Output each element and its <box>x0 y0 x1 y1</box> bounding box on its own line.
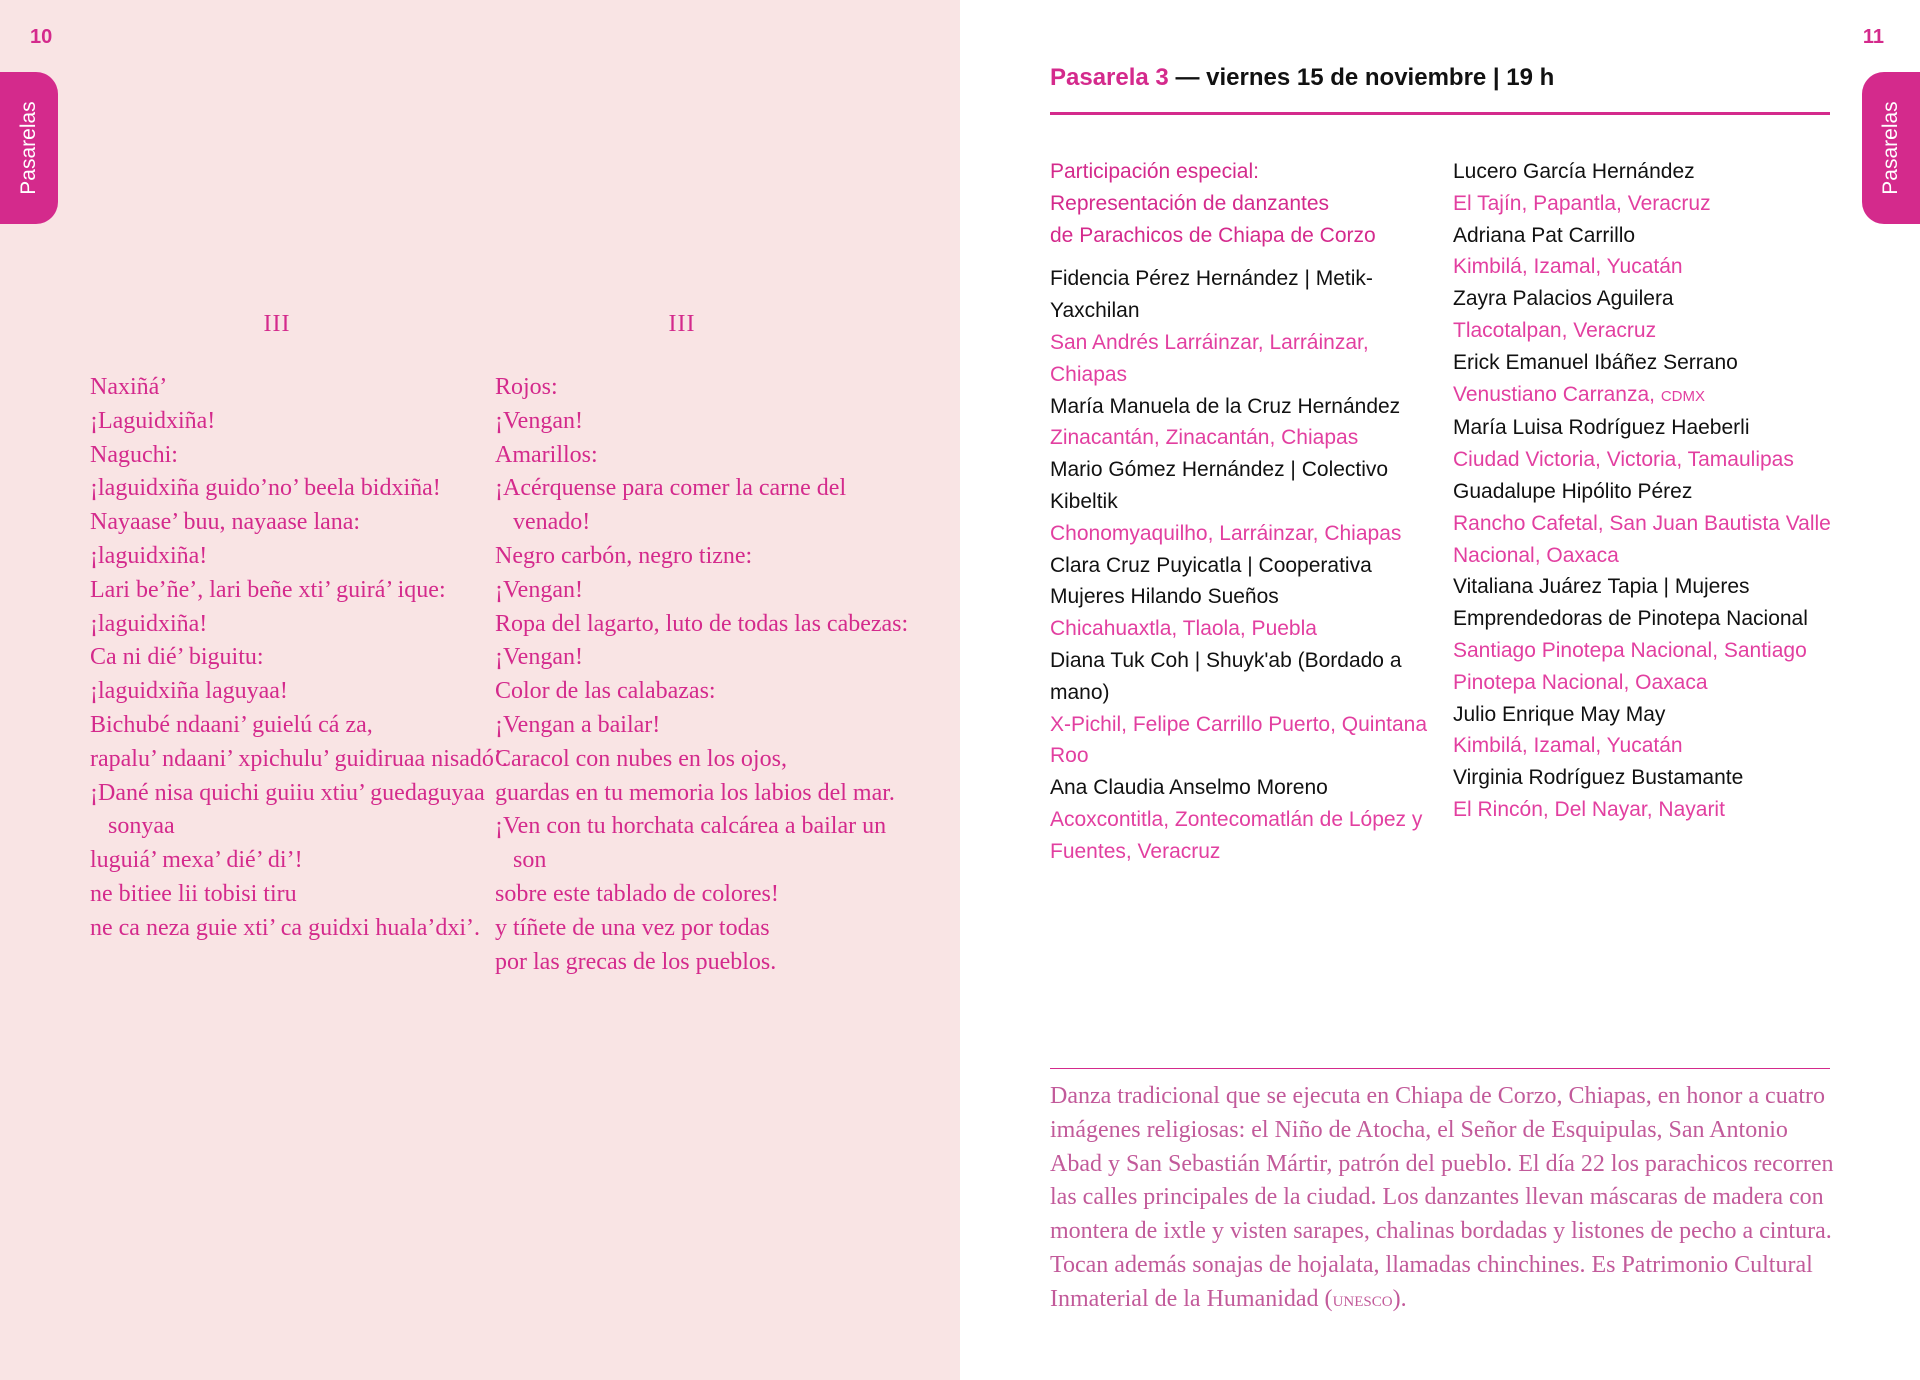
participant-place <box>1453 794 1838 826</box>
place-text: San Andrés Larráinzar, Larráinzar, Chiapas <box>1050 330 1369 386</box>
participant-name: María Manuela de la Cruz Hernández <box>1050 394 1401 418</box>
place-text: El Rincón, Del Nayar, Nayarit <box>1453 797 1725 821</box>
description-text: Danza tradicional que se ejecuta en Chiapa de Corzo, Chiapas, en honor a cuatro imágenes religiosas: el Niño de Atocha, el Señor de Esquipulas, San Antonio Abad y San Sebastián Mártir, patrón del pueblo. El día 22 los parachicos recorren las calles principales de la ciudad. Los danzantes llevan máscaras de madera con montera de ixtle y visten sarapes, chalinas bordadas y listones de pecho a cintura. Tocan además sonajas de hojalata, llamadas chinchines. Es Patrimonio Cultural Inmaterial de la Humanidad ( <box>1050 1083 1834 1312</box>
poem-line: luguiá’ mexa’ dié’ di’! <box>90 847 303 874</box>
poem-line: ¡Vengan! <box>495 576 583 603</box>
participant-list <box>1453 156 1838 826</box>
event-name: Pasarela 3 <box>1050 64 1169 91</box>
poem-zapotec <box>90 312 510 946</box>
poem-line: ¡laguidxiña! <box>90 542 208 569</box>
participant-place <box>1453 444 1838 476</box>
place-text: Santiago Pinotepa Nacional, Santiago Pinotepa Nacional, Oaxaca <box>1453 638 1807 694</box>
poem-line: guardas en tu memoria los labios del mar. <box>495 779 895 806</box>
participant-place <box>1453 635 1838 699</box>
participant-place <box>1050 613 1442 645</box>
poem-line: Rojos: <box>495 374 558 400</box>
poem-line: Negro carbón, negro tizne: <box>495 542 753 569</box>
section-tab-left <box>0 72 58 224</box>
participant-name: Guadalupe Hipólito Pérez <box>1453 479 1693 503</box>
poem-title: III <box>668 311 696 337</box>
participant-place <box>1453 251 1838 283</box>
participant-name: Fidencia Pérez Hernández | Metik-Yaxchilan <box>1050 267 1373 323</box>
poem-line: Naxiñá’ <box>90 374 168 400</box>
participant-place <box>1050 518 1442 550</box>
poem-line: Bichubé ndaani’ guielú cá za, <box>90 711 373 738</box>
poem-spanish <box>495 312 915 979</box>
dance-description <box>1050 1080 1840 1320</box>
participant-place <box>1050 804 1442 868</box>
place-text: Kimbilá, Izamal, Yucatán <box>1453 734 1683 758</box>
place-text: Rancho Cafetal, San Juan Bautista Valle Nacional, Oaxaca <box>1453 511 1831 567</box>
special-participation <box>1050 156 1442 251</box>
special-line: Representación de danzantes <box>1050 191 1330 215</box>
participant-name: Mario Gómez Hernández | Colectivo Kibeltik <box>1050 458 1389 513</box>
participant-name: Ana Claudia Anselmo Moreno <box>1050 776 1328 800</box>
poem-line: Amarillos: <box>495 441 598 468</box>
place-suffix: CDMX <box>1660 387 1705 405</box>
poem-line: ¡Dané nisa quichi guiiu xtiu’ guedaguyaa sonyaa <box>90 779 485 840</box>
participant-name: Vitaliana Juárez Tapia | Mujeres Emprendedoras de Pinotepa Nacional <box>1453 575 1808 631</box>
place-text: Ciudad Victoria, Victoria, Tamaulipas <box>1453 448 1794 472</box>
place-text: Chicahuaxtla, Tlaola, Puebla <box>1050 617 1317 641</box>
poem-line: por las grecas de los pueblos. <box>495 948 777 975</box>
place-text: El Tajín, Papantla, Veracruz <box>1453 191 1711 215</box>
participant-name: Julio Enrique May May <box>1453 702 1666 726</box>
description-acronym: UNESCO <box>1332 1293 1393 1310</box>
participant-place <box>1453 315 1838 347</box>
participant-place <box>1050 422 1442 454</box>
participant-name: Zayra Palacios Aguilera <box>1453 287 1674 311</box>
section-tab-label: Pasarelas <box>1879 101 1902 195</box>
poem-line: ¡Acérquense para comer la carne del venado! <box>495 475 847 536</box>
participant-place <box>1453 188 1838 220</box>
poem-line: Ropa del lagarto, luto de todas las cabezas: <box>495 610 909 637</box>
poem-line: ne bitiee lii tobisi tiru <box>90 880 297 907</box>
poem-lines <box>495 371 915 979</box>
poem-line: y tíñete de una vez por todas <box>495 914 770 941</box>
poem-title: III <box>263 311 291 337</box>
poem-line: ¡laguidxiña! <box>90 610 208 637</box>
section-tab-right <box>1862 72 1920 224</box>
poem-line: Nayaase’ buu, nayaase lana: <box>90 509 361 536</box>
poem-line: ¡laguidxiña laguyaa! <box>90 678 288 705</box>
place-text: Zinacantán, Zinacantán, Chiapas <box>1050 426 1359 450</box>
page-number-left: 10 <box>30 26 53 48</box>
place-text: X-Pichil, Felipe Carrillo Puerto, Quintana Roo <box>1050 712 1427 768</box>
place-text: Kimbilá, Izamal, Yucatán <box>1453 255 1683 279</box>
description-divider <box>1050 1068 1830 1069</box>
poem-line: ne ca neza guie xti’ ca guidxi huala’dxi’. <box>90 914 481 941</box>
event-date: — viernes 15 de noviembre | 19 h <box>1168 64 1555 91</box>
place-text: Acoxcontitla, Zontecomatlán de López y Fuentes, Veracruz <box>1050 807 1423 863</box>
place-text: Venustiano Carranza, <box>1453 382 1655 406</box>
poem-line: rapalu’ ndaani’ xpichulu’ guidiruaa nisadó’. <box>90 745 508 772</box>
poem-lines <box>90 371 510 946</box>
participant-place <box>1453 508 1838 572</box>
participants-column-1 <box>1050 156 1442 868</box>
special-line: de Parachicos de Chiapa de Corzo <box>1050 223 1376 247</box>
participant-place <box>1050 327 1442 391</box>
poem-line: Naguchi: <box>90 441 178 468</box>
event-header <box>1050 64 1830 115</box>
poem-line: Ca ni dié’ biguitu: <box>90 644 264 671</box>
poem-line: ¡Ven con tu horchata calcárea a bailar un son <box>495 813 887 874</box>
participant-name: Adriana Pat Carrillo <box>1453 223 1636 247</box>
participant-name: Virginia Rodríguez Bustamante <box>1453 766 1744 790</box>
description-closing: ). <box>1392 1285 1407 1312</box>
place-text: Tlacotalpan, Veracruz <box>1453 318 1657 342</box>
participant-name: Erick Emanuel Ibáñez Serrano <box>1453 350 1738 374</box>
section-tab-label: Pasarelas <box>17 101 40 195</box>
poem-line: Caracol con nubes en los ojos, <box>495 745 787 772</box>
special-line: Participación especial: <box>1050 160 1259 183</box>
participant-place <box>1050 709 1442 773</box>
participant-name: Lucero García Hernández <box>1453 160 1695 183</box>
participant-place <box>1453 730 1838 762</box>
poem-line: ¡Vengan! <box>495 644 583 671</box>
place-text: Chonomyaquilho, Larráinzar, Chiapas <box>1050 521 1402 545</box>
participant-name: María Luisa Rodríguez Haeberli <box>1453 416 1750 440</box>
poem-line: ¡Vengan a bailar! <box>495 711 661 738</box>
participant-list <box>1050 263 1442 867</box>
poem-line: Color de las calabazas: <box>495 678 716 705</box>
poem-line: ¡Laguidxiña! <box>90 407 216 434</box>
poem-line: ¡Vengan! <box>495 407 583 434</box>
poem-line: sobre este tablado de colores! <box>495 880 779 907</box>
poem-line: Lari be’ñe’, lari beñe xti’ guirá’ ique: <box>90 576 446 603</box>
participant-name: Diana Tuk Coh | Shuyk'ab (Bordado a mano) <box>1050 648 1402 704</box>
participant-name: Clara Cruz Puyicatla | Cooperativa Mujeres Hilando Sueños <box>1050 553 1372 609</box>
page-number-right: 11 <box>1862 26 1884 48</box>
participants-column-2 <box>1453 156 1838 826</box>
poem-line: ¡laguidxiña guido’no’ beela bidxiña! <box>90 475 441 502</box>
participant-place <box>1453 379 1838 413</box>
